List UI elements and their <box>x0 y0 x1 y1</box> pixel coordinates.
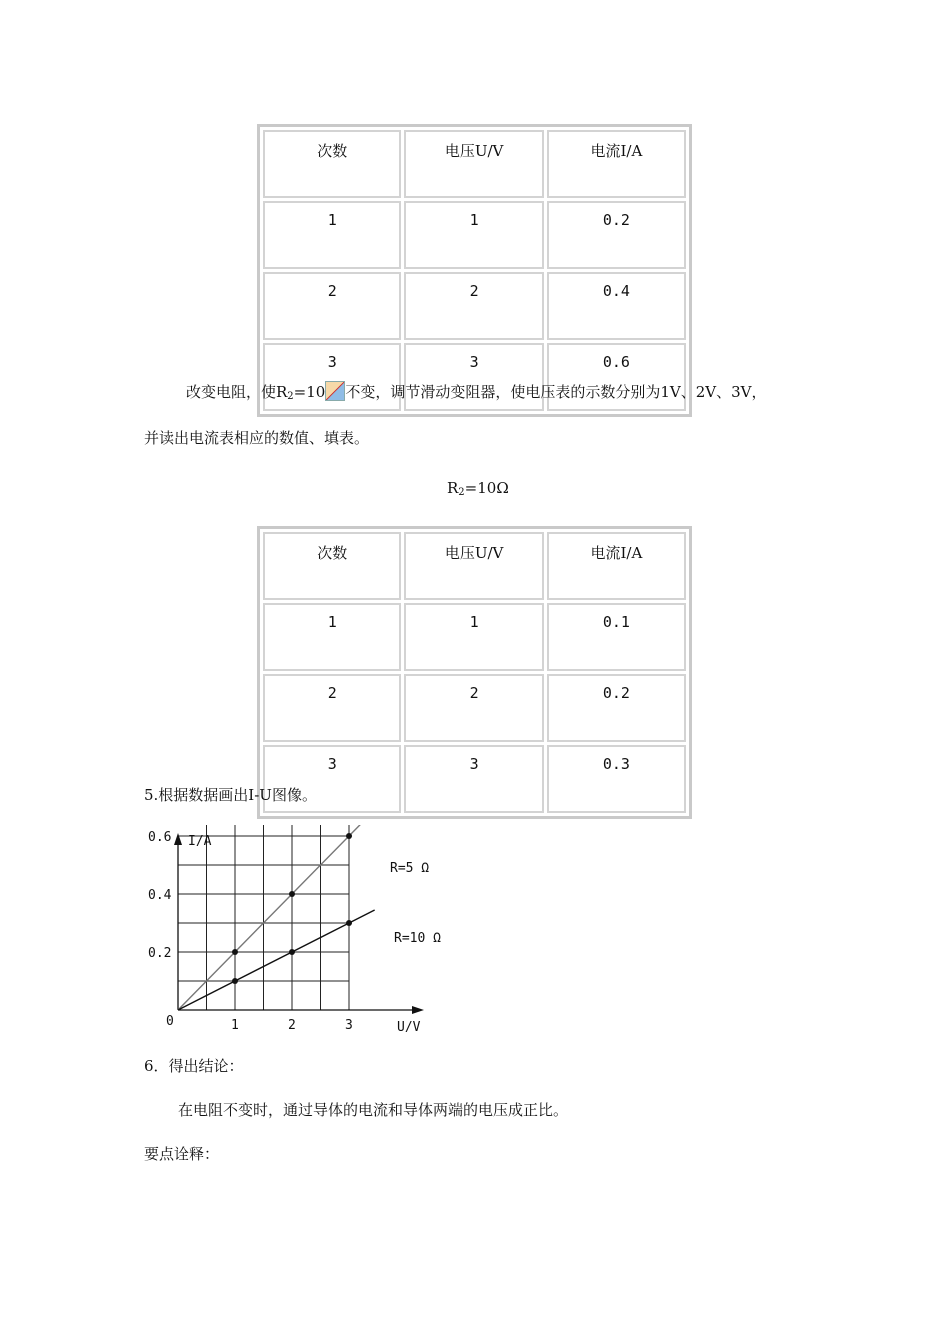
table-row <box>263 674 686 742</box>
table-cell: 1 <box>263 603 401 671</box>
table-header-row <box>263 532 686 600</box>
key-points-heading: 要点诠释： <box>144 1145 220 1163</box>
table-cell: 1 <box>404 201 543 269</box>
caption-rest: =10Ω <box>464 479 509 497</box>
table-cell: 0.6 <box>547 343 686 411</box>
caption-subscript: 2 <box>458 487 465 498</box>
y-axis-arrow <box>174 833 182 845</box>
y-axis-label: I/A <box>188 834 212 849</box>
table-header-cell: 电流I/A <box>547 532 686 600</box>
table-caption <box>447 479 509 498</box>
table-cell: 2 <box>263 674 401 742</box>
y-tick-label: 0.6 <box>148 830 172 845</box>
data-point <box>232 978 238 984</box>
data-table-r5 <box>257 124 692 417</box>
series-line <box>178 910 375 1010</box>
table-header-row <box>263 130 686 198</box>
table-row <box>263 201 686 269</box>
table-header-cell: 电流I/A <box>547 130 686 198</box>
table-cell: 0.2 <box>547 674 686 742</box>
step-6-heading: 6．得出结论： <box>144 1057 244 1075</box>
x-tick-label: 2 <box>288 1018 296 1033</box>
data-point <box>289 891 295 897</box>
x-tick-label: 1 <box>231 1018 239 1033</box>
data-point <box>289 949 295 955</box>
table-cell: 1 <box>263 201 401 269</box>
table-cell: 3 <box>263 343 401 411</box>
x-axis-label: U/V <box>397 1020 421 1035</box>
origin-label: 0 <box>166 1014 174 1029</box>
x-axis-arrow <box>412 1006 424 1014</box>
data-point <box>232 949 238 955</box>
table-header-cell: 电压U/V <box>404 130 543 198</box>
chart-series <box>178 825 378 1010</box>
table-header-cell: 次数 <box>263 532 401 600</box>
table-cell: 0.3 <box>547 745 686 813</box>
instruction-paragraph <box>186 381 766 402</box>
series-label: R=10 Ω <box>394 931 441 946</box>
iu-chart <box>140 825 460 1040</box>
step-5-heading: 5.根据数据画出I-U图像。 <box>144 786 317 804</box>
table-cell: 0.1 <box>547 603 686 671</box>
caption-base: R <box>447 479 459 497</box>
y-tick-label: 0.2 <box>148 946 172 961</box>
table-row <box>263 603 686 671</box>
data-table-r10 <box>257 526 692 819</box>
subscript-2: 2 <box>287 391 294 402</box>
series-line <box>178 825 378 1010</box>
table-cell: 3 <box>404 745 543 813</box>
broken-image-icon <box>325 381 345 401</box>
series-label: R=5 Ω <box>390 861 430 876</box>
instruction-text-start: 改变电阻，使R <box>186 383 288 401</box>
table-cell: 2 <box>404 272 543 340</box>
table-cell: 3 <box>263 745 401 813</box>
data-point <box>346 833 352 839</box>
table-cell: 2 <box>404 674 543 742</box>
chart-labels <box>148 830 441 1035</box>
table-header-cell: 电压U/V <box>404 532 543 600</box>
table-cell: 0.2 <box>547 201 686 269</box>
table-cell: 0.4 <box>547 272 686 340</box>
x-tick-label: 3 <box>345 1018 353 1033</box>
y-tick-label: 0.4 <box>148 888 172 903</box>
instruction-value: =10 <box>293 383 326 401</box>
table-row <box>263 745 686 813</box>
chart-grid <box>178 825 349 1010</box>
conclusion-text: 在电阻不变时，通过导体的电流和导体两端的电压成正比。 <box>178 1101 569 1119</box>
table-row <box>263 272 686 340</box>
table-cell: 1 <box>404 603 543 671</box>
table-header-cell: 次数 <box>263 130 401 198</box>
table-cell: 3 <box>404 343 543 411</box>
instruction-text-end: 不变，调节滑动变阻器，使电压表的示数分别为1V、2V、3V， <box>345 383 767 401</box>
table-cell: 2 <box>263 272 401 340</box>
instruction-paragraph-continued: 并读出电流表相应的数值、填表。 <box>144 429 370 447</box>
data-point <box>346 920 352 926</box>
